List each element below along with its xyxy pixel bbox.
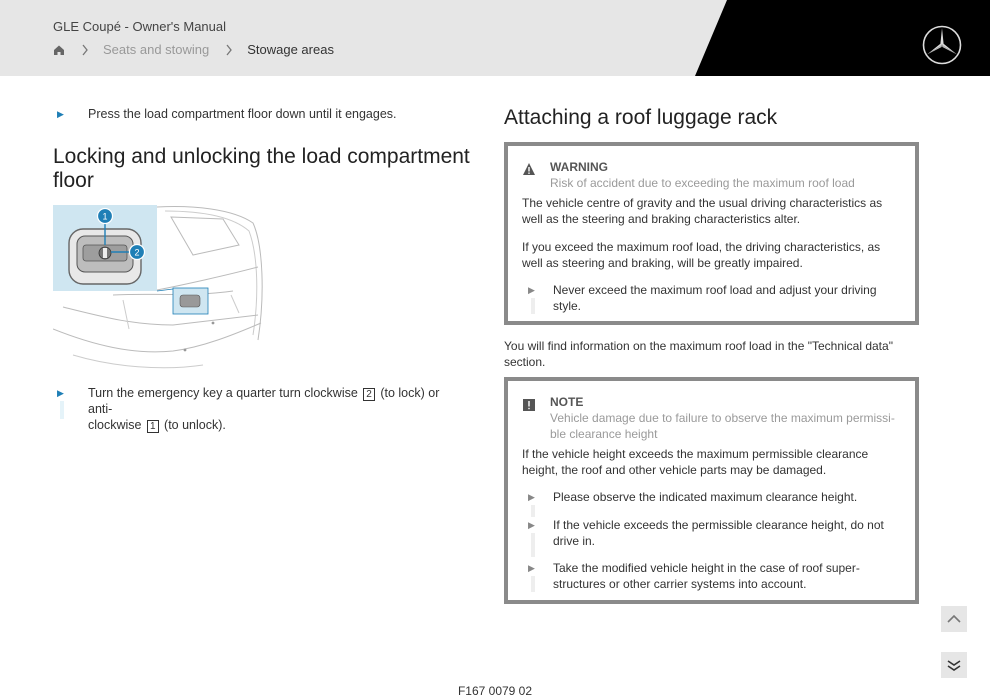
warning-box	[504, 142, 919, 325]
step-arrow-icon: ▶	[57, 388, 64, 398]
key-turn-step: ▶ Turn the emergency key a quarter turn clockwise 2 (to lock) or anti- clockwise 1 (to unlock).	[57, 386, 440, 432]
chevron-double-down-icon	[946, 658, 962, 672]
note-step-2: ▶ If the vehicle exceeds the permissible clearance height, do not drive in.	[522, 517, 902, 553]
note-step-3: ▶ Take the modified vehicle height in the case of roof super- structures or other carrier systems into account.	[528, 561, 860, 591]
breadcrumb-stowage-areas: Stowage areas	[247, 42, 334, 57]
step-arrow-icon: ▶	[528, 520, 535, 530]
scroll-bottom-button[interactable]	[941, 652, 967, 678]
callout-2: 2	[134, 247, 140, 258]
warning-triangle-icon	[522, 162, 536, 176]
chevron-right-icon	[225, 44, 233, 56]
chevron-right-icon	[81, 44, 89, 56]
step-arrow-icon: ▶	[528, 563, 535, 573]
scroll-top-button[interactable]	[941, 606, 967, 632]
key-ref-1: 1	[147, 420, 159, 433]
mercedes-star-logo	[921, 24, 963, 66]
warning-step: ▶ Never exceed the maximum roof load and adjust your driving style.	[528, 283, 877, 313]
document-title: GLE Coupé - Owner's Manual	[53, 19, 227, 34]
heading-roof-rack: Attaching a roof luggage rack	[504, 106, 778, 129]
callout-1: 1	[102, 211, 108, 222]
load-compartment-illustration	[53, 205, 263, 375]
note-paragraph: If the vehicle height exceeds the maximum permissible clearance height, the roof and other vehicle parts may be damaged.	[522, 447, 869, 477]
exclamation-square-icon	[522, 398, 536, 412]
step-arrow-icon: ▶	[528, 492, 535, 502]
key-ref-2: 2	[363, 388, 375, 401]
header-black-band	[0, 0, 990, 76]
chevron-up-icon	[947, 614, 961, 624]
breadcrumb	[53, 42, 334, 57]
warning-paragraph-2: If you exceed the maximum roof load, the driving characteristics, as well as steering and braking, will be greatly impaired.	[522, 240, 881, 270]
step-arrow-icon: ▶	[528, 285, 535, 295]
roof-load-info: You will find information on the maximum roof load in the "Technical data" section.	[504, 339, 893, 369]
breadcrumb-seats-and-stowing[interactable]: Seats and stowing	[103, 42, 210, 57]
note-step-1: ▶ Please observe the indicated maximum clearance height.	[522, 489, 902, 511]
intro-step: ▶ Press the load compartment floor down until it engages.	[57, 107, 397, 121]
note-box	[504, 377, 919, 604]
figure-code: F167 0079 02	[457, 684, 533, 698]
home-icon[interactable]	[53, 44, 65, 56]
warning-subtitle: Risk of accident due to exceeding the maximum roof load	[550, 176, 855, 190]
heading-locking-floor: Locking and unlocking the load compartment floor	[53, 145, 470, 192]
warning-paragraph-1: The vehicle centre of gravity and the usual driving characteristics as well as the steering and braking characteristics alter.	[522, 196, 883, 226]
note-subtitle: Vehicle damage due to failure to observe the maximum permissi- ble clearance height	[550, 411, 895, 441]
note-label: NOTE	[550, 395, 584, 409]
step-arrow-icon: ▶	[57, 109, 64, 119]
warning-label: WARNING	[550, 160, 608, 174]
